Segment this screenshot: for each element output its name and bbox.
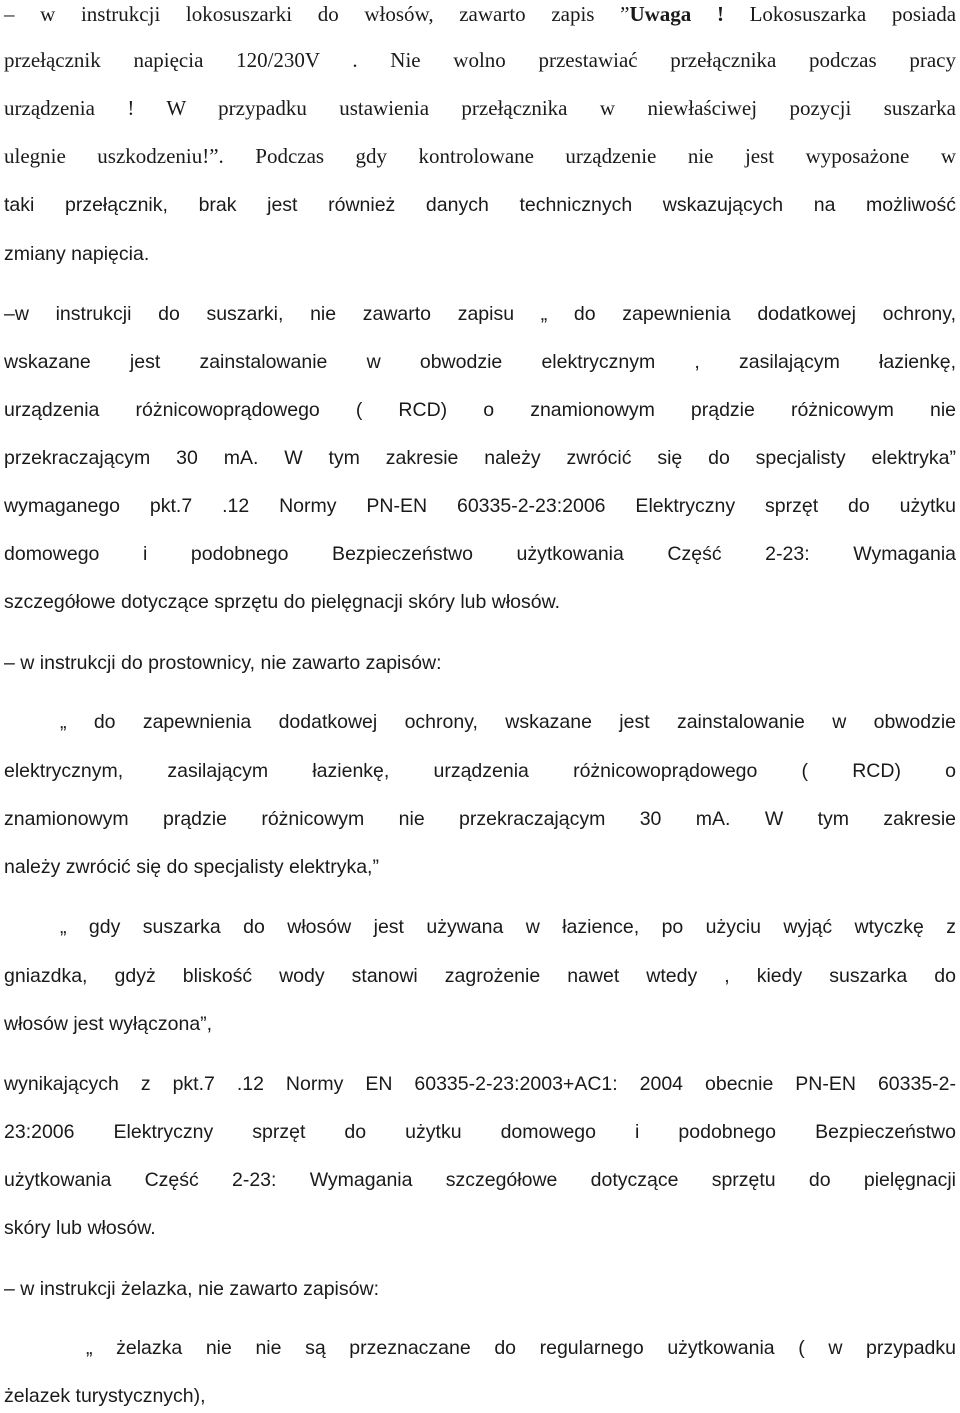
text-line: – w instrukcji lokosuszarki do włosów, zawarto zapis ”Uwaga ! Lokosuszarka posiada bbox=[4, 2, 957, 26]
source-line: skóry lub włosów. bbox=[4, 1217, 156, 1239]
quote-line: żelazek turystycznych), bbox=[4, 1385, 206, 1407]
quote-line: „ żelazka nie nie są przeznaczane do regularnego użytkowania ( w przypadku bbox=[86, 1337, 956, 1359]
quote-line: gniazdka, gdyż bliskość wody stanowi zagrożenie nawet wtedy , kiedy suszarka do bbox=[4, 965, 956, 987]
text-line: przekraczającym 30 mA. W tym zakresie należy zwrócić się do specjalisty elektryka” bbox=[4, 447, 956, 469]
text-line: taki przełącznik, brak jest również danych technicznych wskazujących na możliwość bbox=[4, 194, 956, 216]
text-line: szczegółowe dotyczące sprzętu do pielęgnacji skóry lub włosów. bbox=[4, 591, 561, 613]
text-line: wymaganego pkt.7 .12 Normy PN-EN 60335-2-23:2006 Elektryczny sprzęt do użytku bbox=[4, 495, 956, 517]
quote-line: należy zwrócić się do specjalisty elektryka,” bbox=[4, 856, 379, 878]
text-line: urządzenia różnicowoprądowego ( RCD) o znamionowym prądzie różnicowym nie bbox=[4, 399, 956, 421]
section-heading: – w instrukcji do prostownicy, nie zawarto zapisów: bbox=[4, 652, 442, 674]
quote-line: „ gdy suszarka do włosów jest używana w łazience, po użyciu wyjąć wtyczkę z bbox=[60, 916, 956, 938]
source-line: użytkowania Część 2-23: Wymagania szczegółowe dotyczące sprzętu do pielęgnacji bbox=[4, 1169, 956, 1191]
text-line: domowego i podobnego Bezpieczeństwo użytkowania Część 2-23: Wymagania bbox=[4, 543, 956, 565]
text-line: przełącznik napięcia 120/230V . Nie wolno przestawiać przełącznika podczas pracy bbox=[4, 48, 956, 72]
source-line: 23:2006 Elektryczny sprzęt do użytku domowego i podobnego Bezpieczeństwo bbox=[4, 1121, 956, 1143]
warning-label: Uwaga ! bbox=[629, 2, 724, 26]
quote-line: „ do zapewnienia dodatkowej ochrony, wskazane jest zainstalowanie w obwodzie bbox=[60, 711, 956, 733]
source-line: wynikających z pkt.7 .12 Normy EN 60335-2-23:2003+AC1: 2004 obecnie PN-EN 60335-2- bbox=[4, 1073, 956, 1095]
quote-line: elektrycznym, zasilającym łazienkę, urządzenia różnicowoprądowego ( RCD) o bbox=[4, 760, 956, 782]
text-line: ulegnie uszkodzeniu!”. Podczas gdy kontrolowane urządzenie nie jest wyposażone w bbox=[4, 144, 956, 168]
quote-line: włosów jest wyłączona”, bbox=[4, 1013, 213, 1035]
section-heading: – w instrukcji żelazka, nie zawarto zapisów: bbox=[4, 1278, 379, 1300]
quote-line: znamionowym prądzie różnicowym nie przekraczającym 30 mA. W tym zakresie bbox=[4, 808, 956, 830]
text-line: zmiany napięcia. bbox=[4, 243, 150, 265]
text-line: –w instrukcji do suszarki, nie zawarto zapisu „ do zapewnienia dodatkowej ochrony, bbox=[4, 303, 956, 325]
text-line: urządzenia ! W przypadku ustawienia przełącznika w niewłaściwej pozycji suszarka bbox=[4, 96, 956, 120]
text-line: wskazane jest zainstalowanie w obwodzie elektrycznym , zasilającym łazienkę, bbox=[4, 351, 956, 373]
